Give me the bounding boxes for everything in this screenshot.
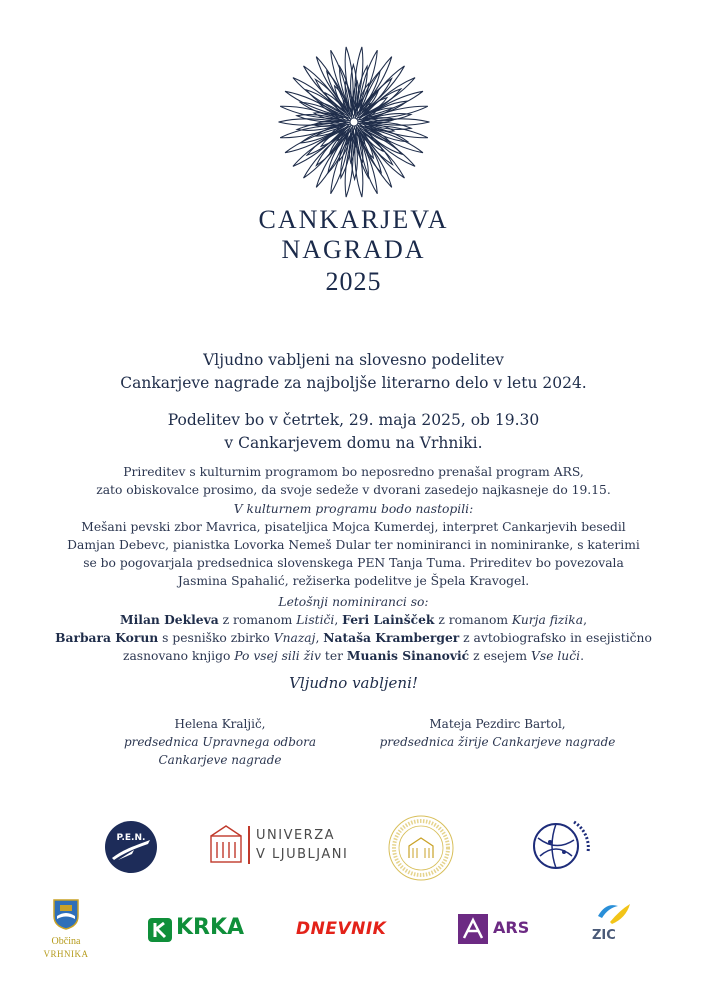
nominee-text: z romanom — [218, 613, 297, 627]
closing-text: Vljudno vabljeni! — [289, 674, 418, 692]
nominees-line1 — [0, 611, 707, 630]
vrhnika-coat-of-arms-icon — [52, 898, 80, 930]
university-line2: V LJUBLJANI — [256, 847, 349, 862]
nominee-text: z avtobiografsko in esejistično — [459, 631, 652, 645]
krka-logo: KRKA — [176, 915, 245, 940]
signatory-name: Mateja Pezdirc Bartol, — [429, 717, 566, 731]
academy-seal-icon — [387, 814, 455, 882]
separator: , — [315, 631, 324, 645]
flower-center — [350, 118, 358, 126]
signature-right — [365, 715, 630, 751]
flower-emblem-icon — [272, 40, 436, 204]
broadcast-line1: Prireditev s kulturnim programom bo neposredno prenašal program ARS, — [123, 465, 584, 479]
ars-logo: ARS — [493, 918, 530, 937]
signatory-name: Helena Kraljič, — [174, 717, 266, 731]
nominee-work: Vnazaj — [273, 631, 316, 645]
nominee-text: z esejem — [469, 649, 531, 663]
invitation-date: Podelitev bo v četrtek, 29. maja 2025, ob 19.30 — [167, 411, 540, 429]
university-line1: UNIVERZA — [256, 828, 336, 843]
nominee-work: Po vsej sili živ — [234, 649, 321, 663]
ars-mark-icon — [458, 914, 488, 944]
krka-mark-icon — [148, 918, 172, 942]
nominees-heading: Letošnji nominiranci so: — [278, 595, 429, 609]
vrhnika-label — [36, 936, 96, 960]
program-line3: se bo pogovarjala predsednica slovenskega PEN Tanja Tuma. Prireditev bo povezovala — [83, 556, 624, 570]
nominee-work: Kurja fizika — [511, 613, 584, 627]
separator: , — [334, 613, 343, 627]
nominee-text: zasnovano knjigo — [123, 649, 235, 663]
separator: . — [580, 649, 584, 663]
vrhnika-line2: VRHNIKA — [43, 949, 89, 959]
title-line1: CANKARJEVA — [258, 205, 449, 234]
nominee-text: z romanom — [434, 613, 512, 627]
nominee-name: Muanis Sinanović — [346, 648, 470, 663]
title-line2: NAGRADA — [281, 235, 426, 264]
broadcast-line2: zato obiskovalce prosimo, da svoje sedeže v dvorani zasedejo najkasneje do 19.15. — [96, 483, 611, 497]
nominee-name: Feri Lainšček — [342, 612, 435, 627]
invitation-line1: Vljudno vabljeni na slovesno podelitev — [203, 351, 504, 369]
dnevnik-logo: DNEVNIK — [296, 919, 387, 939]
nominee-work: Lističi — [296, 613, 335, 627]
vrhnika-line1: Občina — [51, 936, 81, 947]
separator: ter — [321, 649, 347, 663]
title-year: 2025 — [325, 267, 382, 296]
nominee-text: s pesniško zbirko — [158, 631, 274, 645]
zic-mark-icon — [596, 900, 632, 930]
signatory-role: Cankarjeve nagrade — [158, 753, 282, 767]
nominee-name: Nataša Kramberger — [323, 630, 460, 645]
university-name — [256, 826, 348, 864]
nominees-line3 — [0, 647, 707, 666]
separator: , — [583, 613, 588, 627]
university-building-icon — [208, 824, 244, 864]
pen-logo-icon — [104, 820, 158, 874]
nominees-line2 — [0, 629, 707, 648]
university-divider — [248, 826, 250, 864]
program-line4: Jasmina Spahalić, režiserka podelitve je Špela Kravogel. — [177, 574, 530, 588]
zic-logo: ZIC — [592, 928, 616, 943]
institute-globe-icon — [528, 812, 592, 876]
program-line2: Damjan Debevc, pianistka Lovorka Nemeš Dular ter nominiranci in nominiranke, s katerimi — [67, 538, 640, 552]
invitation-venue: v Cankarjevem domu na Vrhniki. — [224, 434, 483, 452]
nominee-name: Barbara Korun — [55, 630, 159, 645]
program-heading: V kulturnem programu bodo nastopili: — [233, 502, 474, 516]
signatory-role: predsednica žirije Cankarjeve nagrade — [379, 735, 616, 749]
signature-left — [110, 715, 330, 769]
invitation-line2: Cankarjeve nagrade za najboljše literarno delo v letu 2024. — [120, 374, 587, 392]
program-line1: Mešani pevski zbor Mavrica, pisateljica Mojca Kumerdej, interpret Cankarjevih besedil — [81, 520, 626, 534]
signatory-role: predsednica Upravnega odbora — [123, 735, 317, 749]
nominee-name: Milan Dekleva — [119, 612, 219, 627]
nominee-work: Vse luči — [531, 649, 581, 663]
pen-logo-text: P.E.N. — [116, 833, 146, 843]
